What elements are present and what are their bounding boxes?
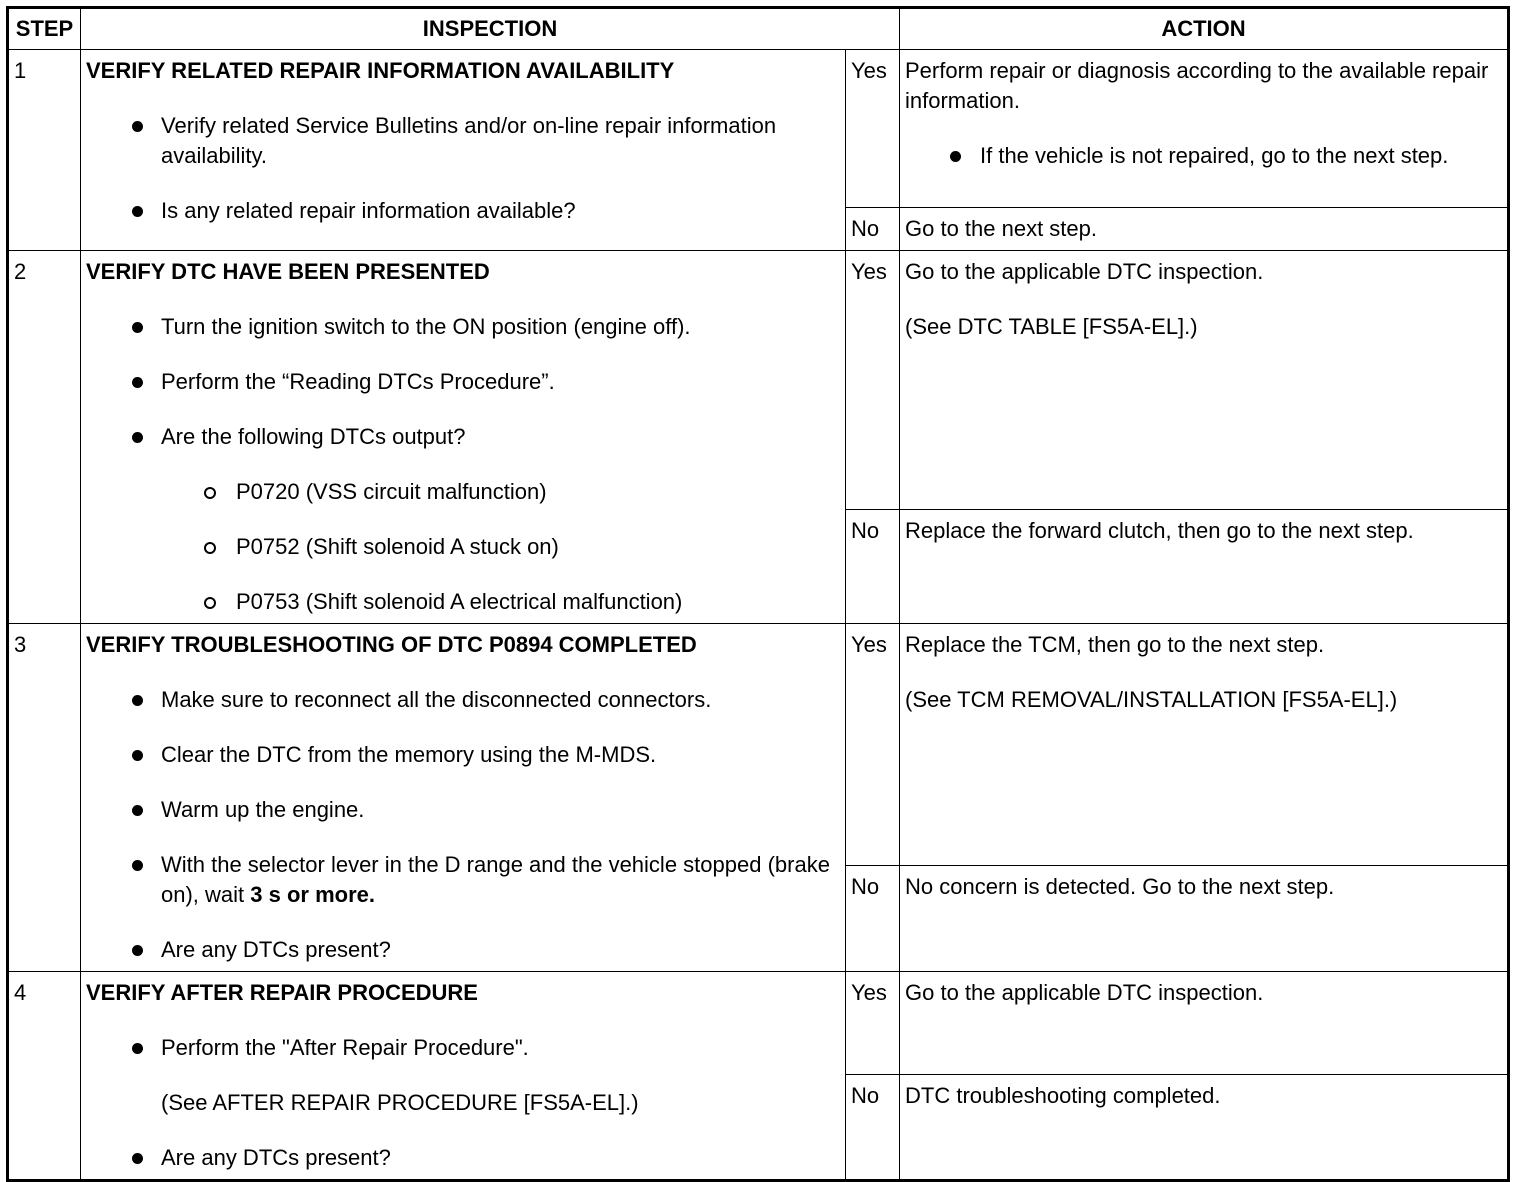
step-1-bullet-2: Is any related repair information available?	[86, 196, 840, 226]
step-3-bullet-5: Are any DTCs present?	[86, 935, 840, 965]
step-1-yes-label: Yes	[846, 50, 900, 208]
step-1-no-label: No	[846, 208, 900, 251]
step-1-yes-bullet: If the vehicle is not repaired, go to the next step.	[905, 141, 1502, 171]
step-1-title: VERIFY RELATED REPAIR INFORMATION AVAILABILITY	[86, 58, 675, 83]
step-2-sub-bullet-1: P0720 (VSS circuit malfunction)	[161, 477, 840, 507]
step-4-yes-action: Go to the applicable DTC inspection.	[900, 972, 1509, 1075]
step-2-yes-text: Go to the applicable DTC inspection.	[905, 259, 1264, 284]
step-3-yes-ref: (See TCM REMOVAL/INSTALLATION [FS5A-EL].)	[905, 687, 1398, 712]
step-4-row	[8, 972, 1509, 1075]
header-row	[8, 8, 1509, 50]
step-4-inspection	[81, 972, 846, 1181]
step-4-no-label: No	[846, 1074, 900, 1180]
step-1-number: 1	[8, 50, 81, 251]
step-1-bullet-1: Verify related Service Bulletins and/or on-line repair information availability.	[86, 111, 840, 171]
step-2-no-label: No	[846, 509, 900, 623]
step-2-yes-label: Yes	[846, 251, 900, 510]
step-2-yes-ref: (See DTC TABLE [FS5A-EL].)	[905, 314, 1198, 339]
step-3-bullet-4	[86, 850, 840, 910]
step-2-row	[8, 251, 1509, 510]
step-2-bullet-3	[86, 422, 840, 617]
step-4-note: (See AFTER REPAIR PROCEDURE [FS5A-EL].)	[161, 1090, 639, 1115]
step-2-bullet-1: Turn the ignition switch to the ON position (engine off).	[86, 312, 840, 342]
step-2-sub-bullet-3: P0753 (Shift solenoid A electrical malfunction)	[161, 587, 840, 617]
step-3-number: 3	[8, 624, 81, 972]
step-3-bullet-3: Warm up the engine.	[86, 795, 840, 825]
step-1-row	[8, 50, 1509, 208]
step-3-title: VERIFY TROUBLESHOOTING OF DTC P0894 COMPLETED	[86, 632, 697, 657]
step-4-title: VERIFY AFTER REPAIR PROCEDURE	[86, 980, 478, 1005]
step-2-no-action: Replace the forward clutch, then go to the next step.	[900, 509, 1509, 623]
step-2-yes-action	[900, 251, 1509, 510]
step-1-no-action: Go to the next step.	[900, 208, 1509, 251]
step-3-yes-label: Yes	[846, 624, 900, 866]
step-2-title: VERIFY DTC HAVE BEEN PRESENTED	[86, 259, 490, 284]
step-3-no-label: No	[846, 866, 900, 972]
step-4-yes-label: Yes	[846, 972, 900, 1075]
step-3-yes-text: Replace the TCM, then go to the next step.	[905, 632, 1325, 657]
step-4-number: 4	[8, 972, 81, 1181]
step-3-yes-action	[900, 624, 1509, 866]
step-2-inspection	[81, 251, 846, 624]
step-4-bullet-1: Perform the "After Repair Procedure".	[86, 1033, 840, 1063]
action-header: ACTION	[900, 8, 1509, 50]
step-2-bullet-2: Perform the “Reading DTCs Procedure”.	[86, 367, 840, 397]
step-3-bullet-4-emphasis: 3 s or more.	[250, 882, 375, 907]
inspection-header: INSPECTION	[81, 8, 900, 50]
step-2-bullet-3-text: Are the following DTCs output?	[161, 424, 466, 449]
step-3-bullet-1: Make sure to reconnect all the disconnected connectors.	[86, 685, 840, 715]
step-2-sub-bullet-2: P0752 (Shift solenoid A stuck on)	[161, 532, 840, 562]
step-3-no-action: No concern is detected. Go to the next step.	[900, 866, 1509, 972]
step-header: STEP	[8, 8, 81, 50]
diagnostic-procedure-table	[6, 6, 1510, 1182]
step-4-no-action: DTC troubleshooting completed.	[900, 1074, 1509, 1180]
step-1-yes-text: Perform repair or diagnosis according to the available repair information.	[905, 58, 1489, 113]
step-3-bullet-4-text: With the selector lever in the D range and the vehicle stopped (brake on), wait	[161, 852, 830, 907]
step-3-bullet-2: Clear the DTC from the memory using the M-MDS.	[86, 740, 840, 770]
step-4-bullet-2: Are any DTCs present?	[86, 1143, 840, 1173]
step-3-inspection	[81, 624, 846, 972]
step-1-yes-action	[900, 50, 1509, 208]
step-2-number: 2	[8, 251, 81, 624]
step-1-inspection	[81, 50, 846, 251]
step-3-row	[8, 624, 1509, 866]
